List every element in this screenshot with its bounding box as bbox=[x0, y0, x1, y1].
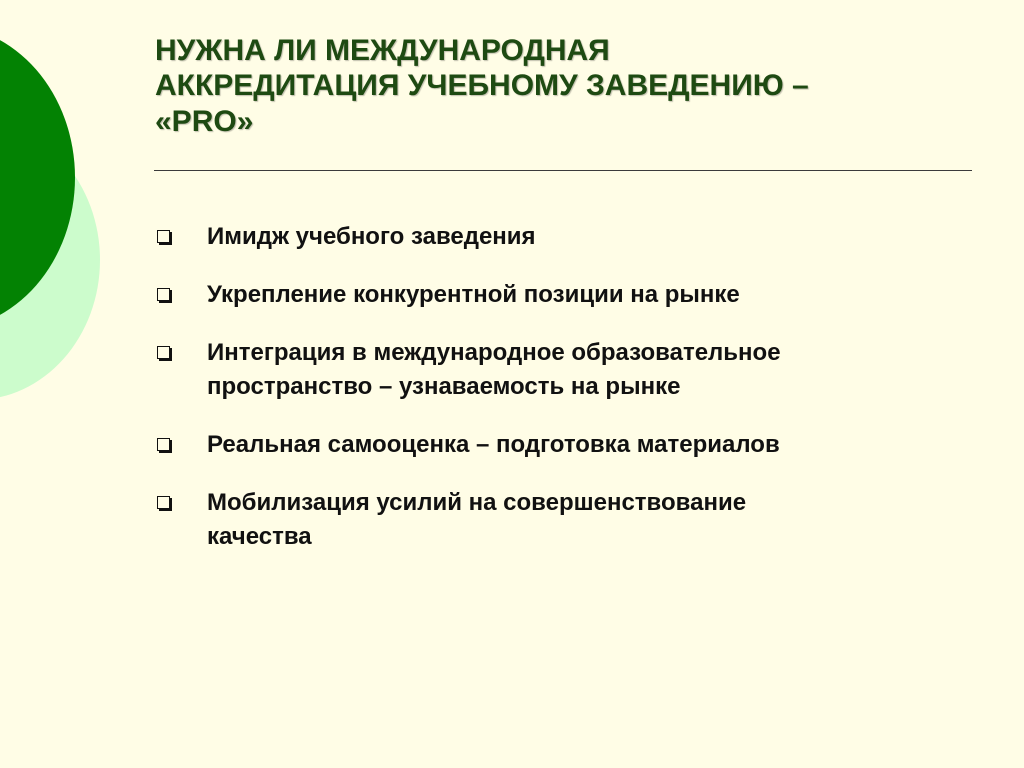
bullet-text: качества bbox=[207, 523, 312, 550]
bullet-item bbox=[155, 486, 975, 554]
bullet-list bbox=[155, 220, 975, 578]
bullet-item bbox=[155, 336, 975, 404]
title-divider bbox=[154, 170, 972, 171]
slide-title-line: НУЖНА ЛИ МЕЖДУНАРОДНАЯ bbox=[155, 34, 610, 67]
slide-title-line: АККРЕДИТАЦИЯ УЧЕБНОМУ ЗАВЕДЕНИЮ – bbox=[155, 69, 809, 103]
checkbox-square-icon bbox=[157, 496, 170, 509]
checkbox-square-icon bbox=[157, 230, 170, 243]
slide-title-line: «PRO» bbox=[155, 104, 254, 138]
bullet-item bbox=[155, 278, 975, 312]
bullet-text: Реальная самооценка – подготовка материалов bbox=[207, 431, 780, 458]
bullet-text: Интеграция в международное образовательное bbox=[207, 339, 781, 366]
bullet-text: Имидж учебного заведения bbox=[207, 223, 536, 250]
bullet-text: пространство – узнаваемость на рынке bbox=[207, 373, 681, 400]
bullet-item bbox=[155, 428, 975, 462]
bullet-text: Мобилизация усилий на совершенствование bbox=[207, 489, 747, 516]
checkbox-square-icon bbox=[157, 288, 170, 301]
checkbox-square-icon bbox=[157, 438, 170, 451]
slide-title bbox=[155, 33, 975, 139]
bullet-item bbox=[155, 220, 975, 254]
bullet-text: Укрепление конкурентной позиции на рынке bbox=[207, 281, 740, 308]
checkbox-square-icon bbox=[157, 346, 170, 359]
